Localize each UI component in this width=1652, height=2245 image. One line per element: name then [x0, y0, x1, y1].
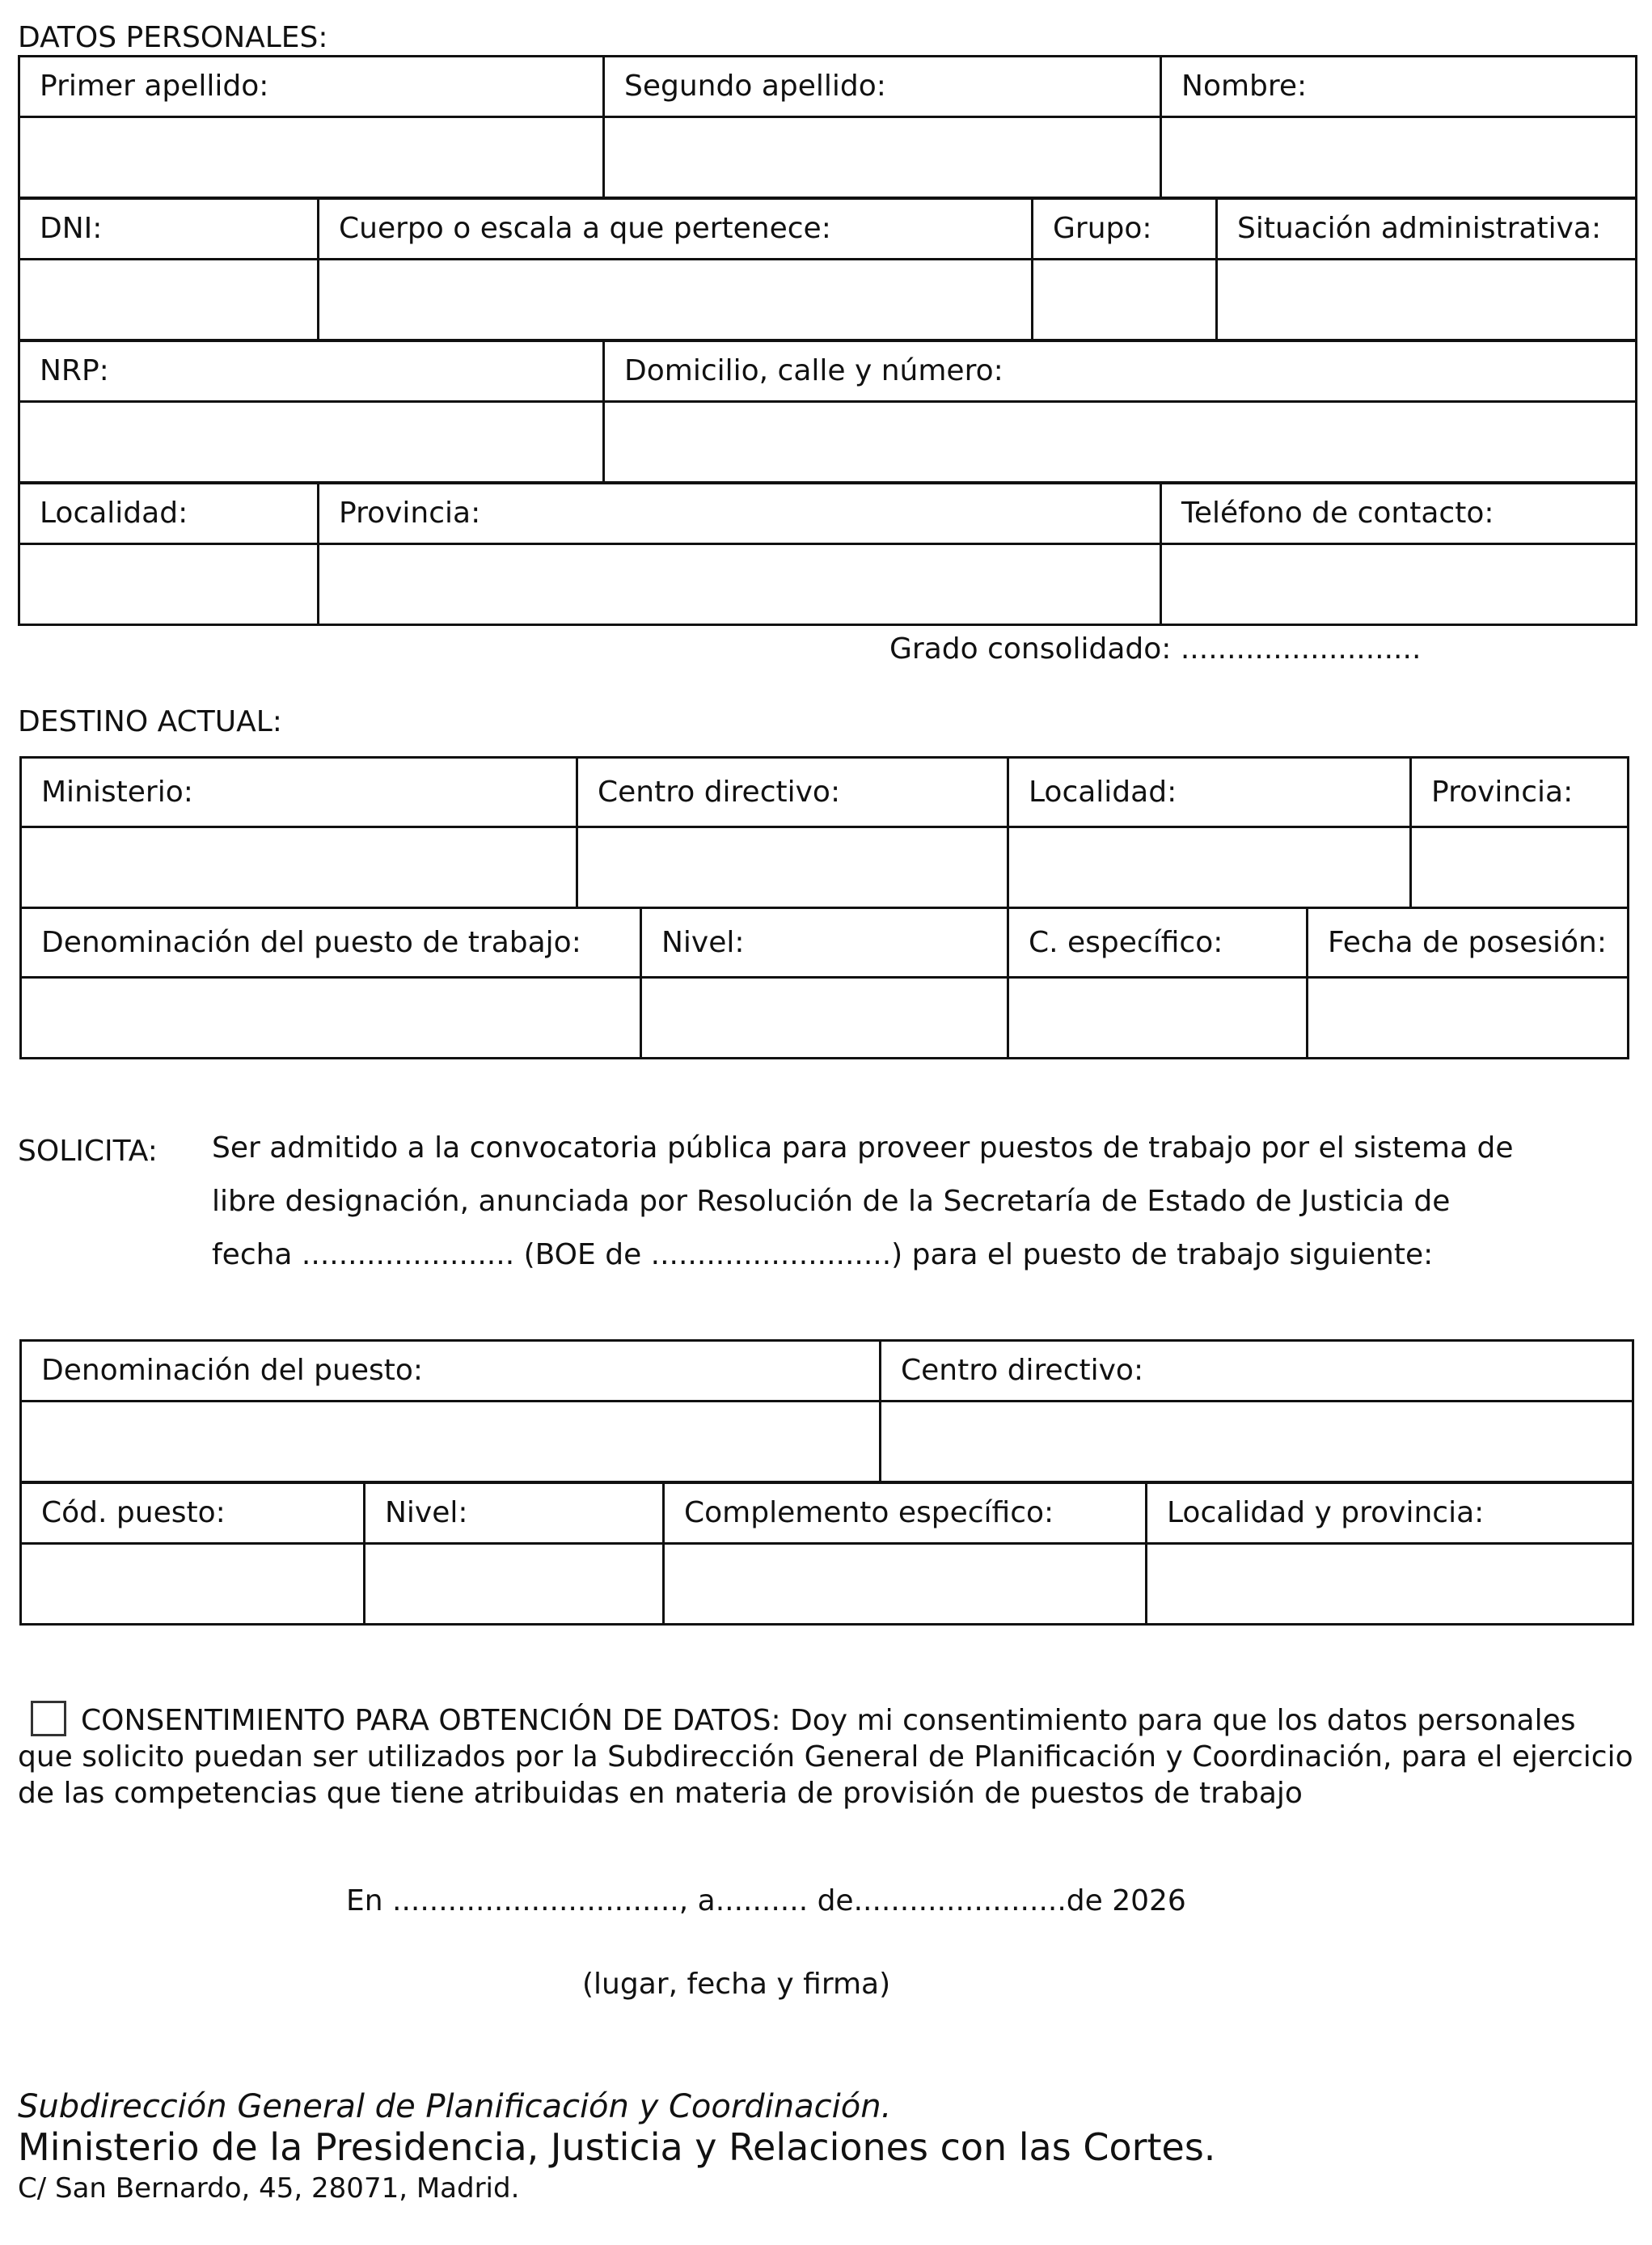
label-provincia-actual: Provincia: — [1411, 758, 1629, 827]
field-situacion[interactable] — [1217, 260, 1637, 340]
label-denominacion-actual: Denominación del puesto de trabajo: — [21, 908, 641, 978]
label-denominacion-puesto: Denominación del puesto: — [21, 1341, 881, 1402]
label-segundo-apellido: Segundo apellido: — [604, 57, 1161, 117]
label-dni: DNI: — [19, 199, 319, 260]
firma-hint: (lugar, fecha y firma) — [582, 1968, 891, 2001]
datos-personales-table-2 — [18, 197, 1637, 341]
label-localidad-provincia: Localidad y provincia: — [1147, 1483, 1633, 1544]
destino-actual-table-1 — [19, 756, 1629, 909]
solicita-label: SOLICITA: — [18, 1135, 158, 1168]
grado-consolidado: Grado consolidado: .......................... — [889, 632, 1422, 666]
label-provincia: Provincia: — [319, 484, 1161, 544]
field-cuerpo[interactable] — [319, 260, 1033, 340]
label-cod-puesto: Cód. puesto: — [21, 1483, 365, 1544]
consent-line-2: que solicito puedan ser utilizados por la Subdirección General de Planificación y Coordinación, para el ejercicio — [18, 1740, 1633, 1774]
field-localidad-provincia[interactable] — [1147, 1544, 1633, 1625]
label-cuerpo: Cuerpo o escala a que pertenece: — [319, 199, 1033, 260]
field-localidad[interactable] — [19, 544, 319, 625]
section-title-destino-actual: DESTINO ACTUAL: — [18, 705, 282, 738]
field-telefono[interactable] — [1161, 544, 1637, 625]
field-nivel-puesto[interactable] — [365, 1544, 664, 1625]
label-domicilio: Domicilio, calle y número: — [604, 341, 1637, 402]
consent-checkbox[interactable] — [31, 1701, 66, 1736]
field-nivel-actual[interactable] — [641, 978, 1008, 1059]
puesto-solicitado-table-2 — [19, 1482, 1634, 1626]
label-nombre: Nombre: — [1161, 57, 1637, 117]
label-c-especifico: C. específico: — [1008, 908, 1308, 978]
field-primer-apellido[interactable] — [19, 117, 604, 198]
field-segundo-apellido[interactable] — [604, 117, 1161, 198]
label-situacion: Situación administrativa: — [1217, 199, 1637, 260]
field-centro-directivo-puesto[interactable] — [881, 1402, 1633, 1482]
footer-ministerio: Ministerio de la Presidencia, Justicia y Relaciones con las Cortes. — [18, 2125, 1216, 2169]
footer-subdireccion: Subdirección General de Planificación y Coordinación. — [18, 2088, 892, 2125]
lugar-fecha-line: En ..............................., a.......... de.......................de 2026 — [346, 1884, 1186, 1917]
field-provincia[interactable] — [319, 544, 1161, 625]
label-telefono: Teléfono de contacto: — [1161, 484, 1637, 544]
label-centro-directivo: Centro directivo: — [577, 758, 1008, 827]
field-ministerio[interactable] — [21, 827, 577, 908]
consent-line-3: de las competencias que tiene atribuidas en materia de provisión de puestos de trabajo — [18, 1777, 1303, 1810]
label-primer-apellido: Primer apellido: — [19, 57, 604, 117]
puesto-solicitado-table-1 — [19, 1339, 1634, 1483]
footer-direccion: C/ San Bernardo, 45, 28071, Madrid. — [18, 2172, 520, 2205]
solicita-line-2: libre designación, anunciada por Resolución de la Secretaría de Estado de Justicia de — [212, 1185, 1451, 1218]
field-cod-puesto[interactable] — [21, 1544, 365, 1625]
label-centro-directivo-puesto: Centro directivo: — [881, 1341, 1633, 1402]
label-complemento: Complemento específico: — [664, 1483, 1147, 1544]
datos-personales-table-4 — [18, 482, 1637, 626]
label-nivel-puesto: Nivel: — [365, 1483, 664, 1544]
solicita-line-1: Ser admitido a la convocatoria pública para proveer puestos de trabajo por el sistema de — [212, 1131, 1514, 1165]
datos-personales-table-3 — [18, 340, 1637, 484]
field-localidad-actual[interactable] — [1008, 827, 1411, 908]
label-grupo: Grupo: — [1033, 199, 1217, 260]
field-centro-directivo[interactable] — [577, 827, 1008, 908]
label-ministerio: Ministerio: — [21, 758, 577, 827]
section-title-datos-personales: DATOS PERSONALES: — [18, 21, 328, 54]
field-denominacion-puesto[interactable] — [21, 1402, 881, 1482]
field-nrp[interactable] — [19, 402, 604, 483]
field-fecha-posesion[interactable] — [1308, 978, 1629, 1059]
field-complemento[interactable] — [664, 1544, 1147, 1625]
field-provincia-actual[interactable] — [1411, 827, 1629, 908]
destino-actual-table-2 — [19, 907, 1629, 1059]
field-denominacion-actual[interactable] — [21, 978, 641, 1059]
field-nombre[interactable] — [1161, 117, 1637, 198]
field-grupo[interactable] — [1033, 260, 1217, 340]
field-dni[interactable] — [19, 260, 319, 340]
label-nivel-actual: Nivel: — [641, 908, 1008, 978]
label-nrp: NRP: — [19, 341, 604, 402]
consent-line-1: CONSENTIMIENTO PARA OBTENCIÓN DE DATOS: Doy mi consentimiento para que los datos personales — [81, 1704, 1576, 1737]
solicita-line-3: fecha ....................... (BOE de ..........................) para el puesto de trabajo siguiente: — [212, 1238, 1434, 1271]
field-domicilio[interactable] — [604, 402, 1637, 483]
solicita-text — [212, 1122, 1514, 1282]
label-fecha-posesion: Fecha de posesión: — [1308, 908, 1629, 978]
label-localidad-actual: Localidad: — [1008, 758, 1411, 827]
label-localidad: Localidad: — [19, 484, 319, 544]
datos-personales-table — [18, 55, 1637, 199]
field-c-especifico[interactable] — [1008, 978, 1308, 1059]
